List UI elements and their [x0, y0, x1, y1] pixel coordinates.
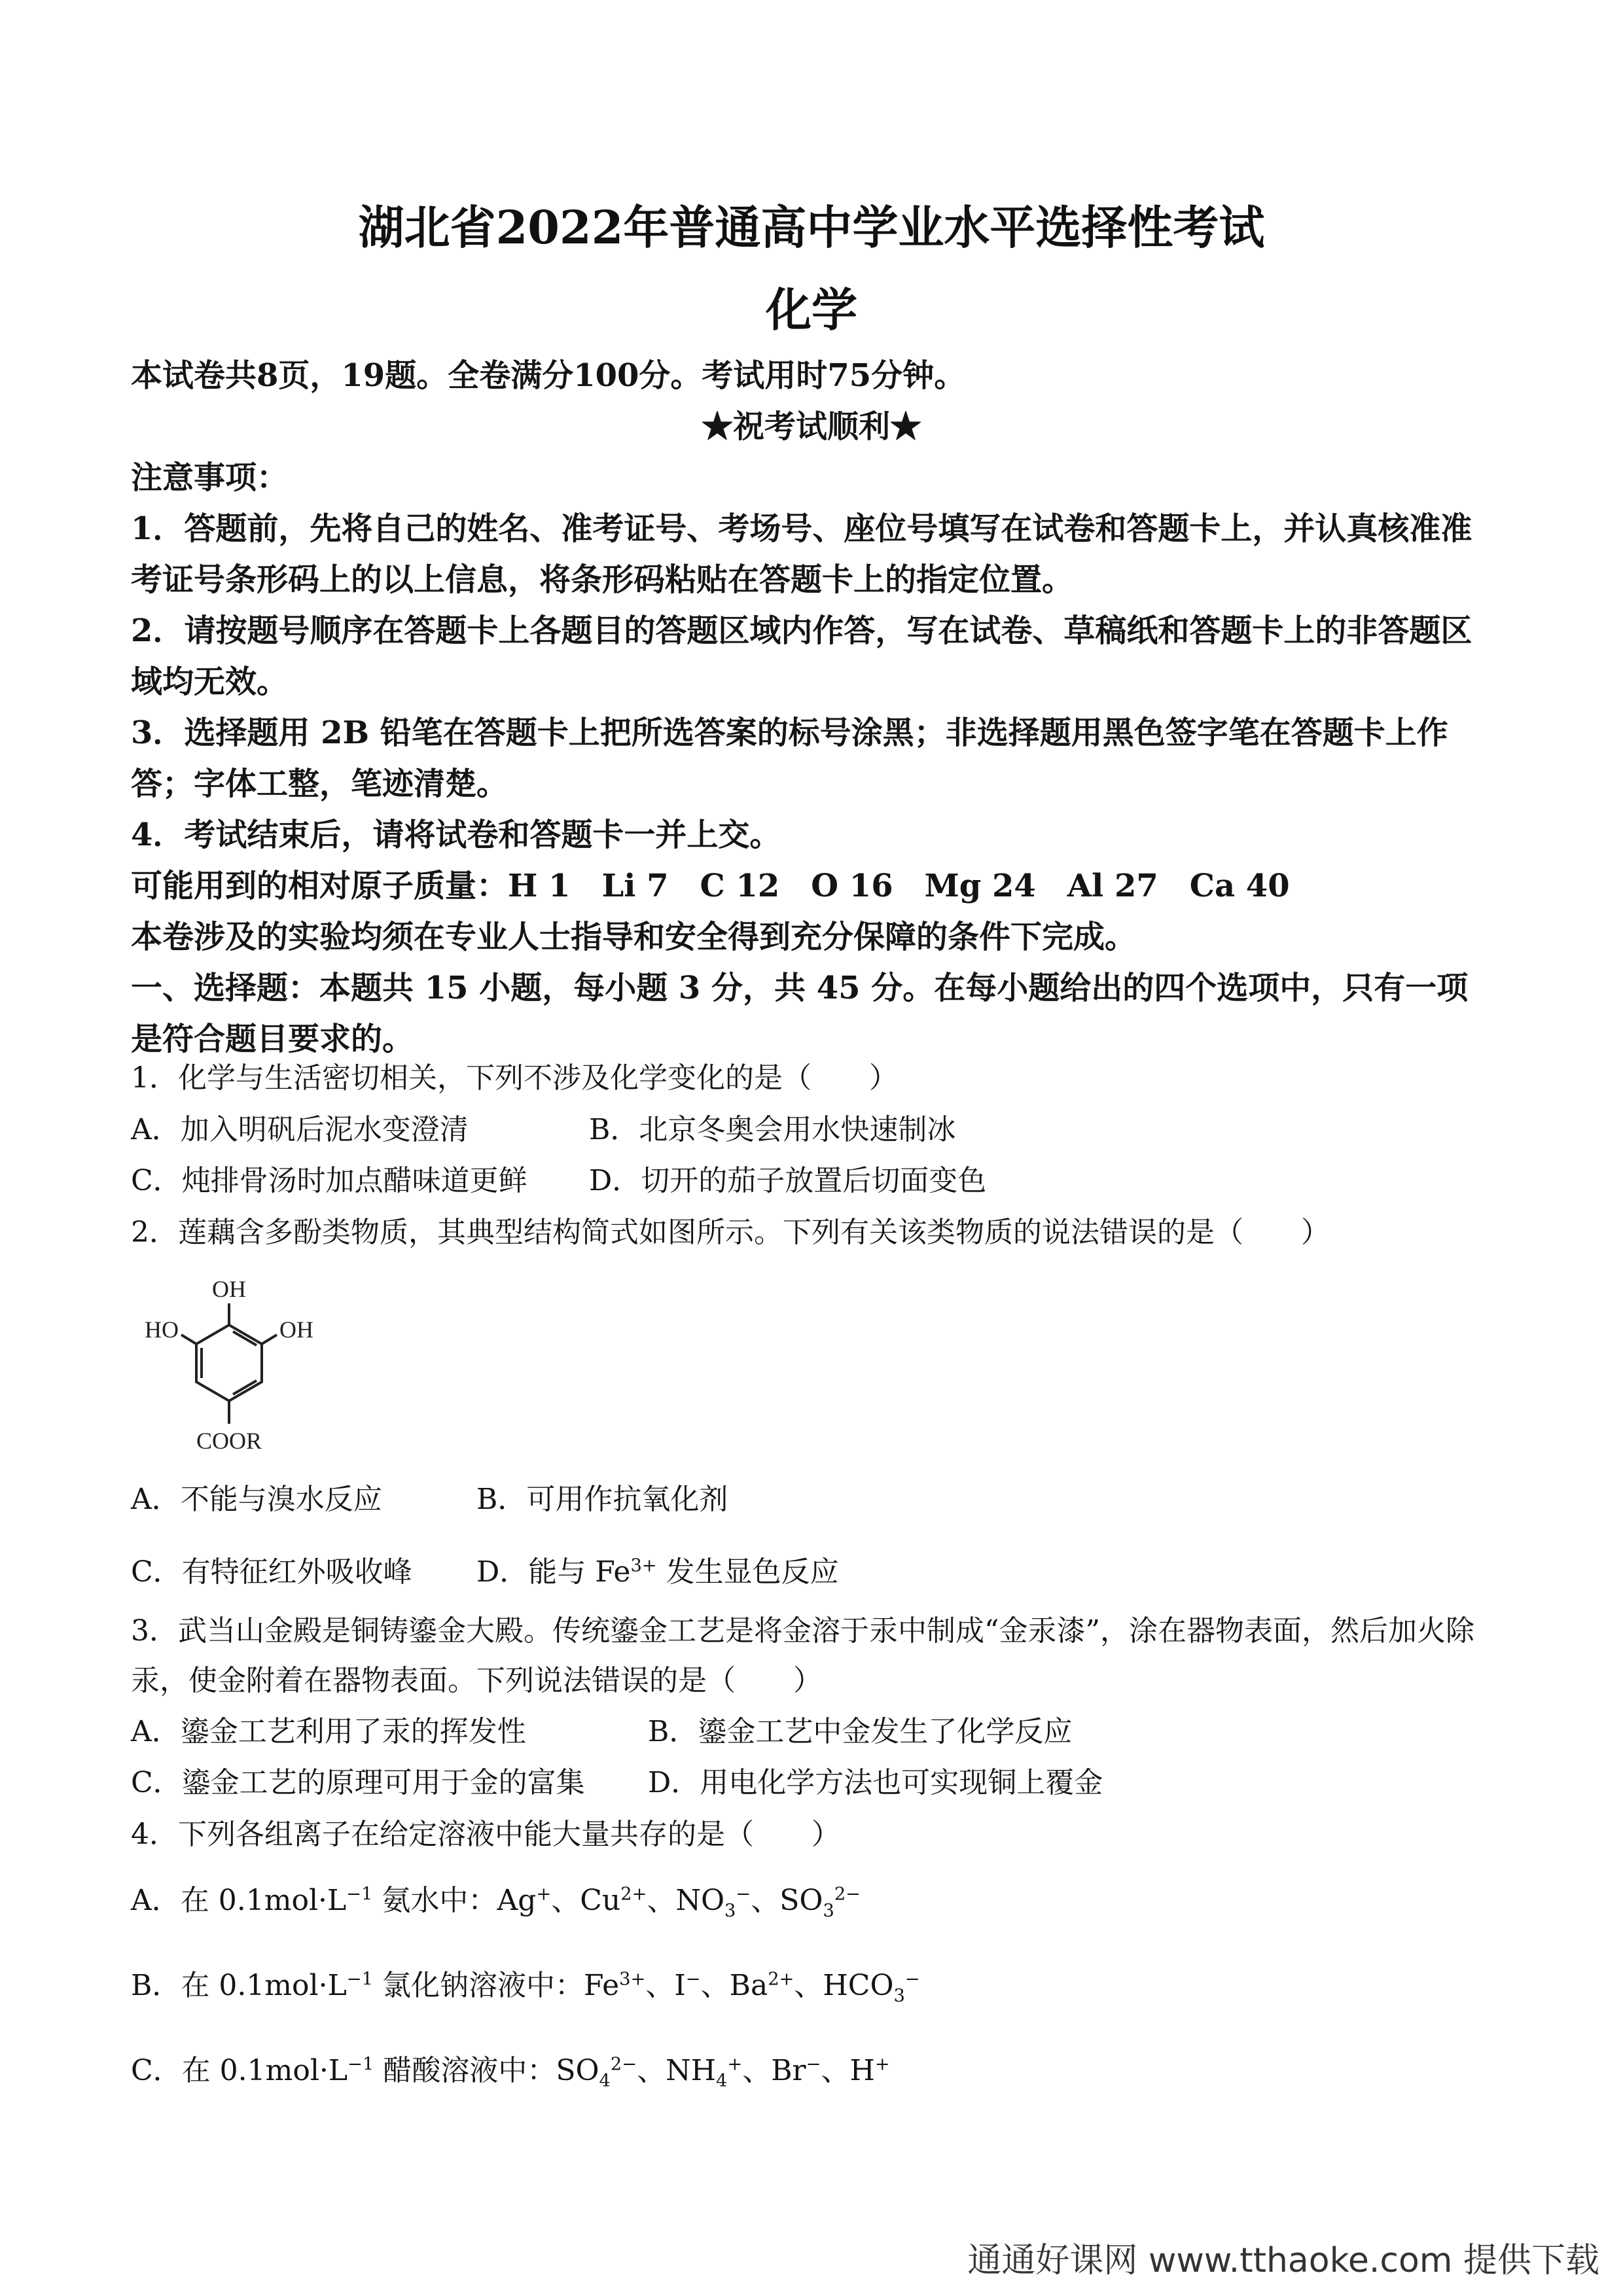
ion-formula: [584, 1969, 645, 2002]
ion-base: Ba: [729, 1969, 768, 2002]
ion-formula: [580, 1884, 647, 1917]
ion-formula: [497, 1884, 551, 1917]
ion-separator: 、: [700, 1969, 730, 2002]
ion-charge: +: [727, 2054, 743, 2075]
notes-heading: 注意事项：: [131, 459, 289, 496]
q4-c-solvent: 醋酸溶液中：: [374, 2054, 556, 2087]
q4-c-ions: [556, 2054, 890, 2091]
ion-formula: [666, 2054, 743, 2091]
q2-option-d-charge: 3+: [630, 1555, 657, 1576]
ion-separator: 、: [742, 2054, 772, 2087]
q4-b-pre: B．在 0.1mol·L: [131, 1969, 347, 2002]
label-top-oh: OH: [212, 1276, 246, 1302]
ion-charge: 2−: [834, 1884, 861, 1905]
ion-base: Ag: [497, 1884, 537, 1917]
q4-b-exp: −1: [346, 1969, 373, 1990]
ion-subscript: 3: [724, 1900, 736, 1921]
note-item-3: 3．选择题用 2B 铅笔在答题卡上把所选答案的标号涂黑；非选择题用黑色签字笔在答题卡上作答；字体工整，笔迹清楚。: [131, 715, 1448, 802]
ion-charge: 2−: [610, 2054, 637, 2075]
q2-option-d: [476, 1548, 839, 1590]
q4-stem: 4．下列各组离子在给定溶液中能大量共存的是（ ）: [131, 1818, 840, 1851]
q3-option-b: B．鎏金工艺中金发生了化学反应: [648, 1715, 1073, 1748]
ion-separator: 、: [751, 1884, 780, 1917]
ion-formula: [849, 2054, 889, 2087]
ion-separator: 、: [647, 1884, 676, 1917]
ion-separator: 、: [645, 1969, 675, 2002]
ion-charge: 2+: [620, 1884, 647, 1905]
q2-option-b: B．可用作抗氧化剂: [476, 1483, 728, 1516]
ion-formula: [675, 1884, 751, 1921]
ion-charge: −: [685, 1969, 701, 1990]
q2-option-c: C．有特征红外吸收峰: [131, 1555, 412, 1589]
label-left-ho: HO: [145, 1316, 179, 1343]
q3-option-a: A．鎏金工艺利用了汞的挥发性: [131, 1715, 526, 1748]
q3-option-d: D．用电化学方法也可实现铜上覆金: [648, 1766, 1103, 1799]
ion-base: SO: [779, 1884, 823, 1917]
q3-stem: 3．武当山金殿是铜铸鎏金大殿。传统鎏金工艺是将金溶于汞中制成“金汞漆”，涂在器物表面，然后加火除汞，使金附着在器物表面。下列说法错误的是（ ）: [131, 1614, 1474, 1697]
q4-c-exp: −1: [348, 2054, 374, 2075]
ion-base: SO: [556, 2054, 599, 2087]
q4-a-pre: A．在 0.1mol·L: [131, 1884, 347, 1917]
q4-option-b: [131, 1962, 920, 2004]
ion-separator: 、: [551, 1884, 580, 1917]
q4-c-pre: C．在 0.1mol·L: [131, 2054, 348, 2087]
safety-note: 本卷涉及的实验均须在专业人士指导和安全得到充分保障的条件下完成。: [131, 919, 1137, 955]
exam-info-line: 本试卷共8页，19题。全卷满分100分。考试用时75分钟。: [131, 357, 966, 394]
q2-option-d-post: 发生显色反应: [656, 1555, 839, 1589]
note-item-2: 2．请按题号顺序在答题卡上各题目的答题区域内作答，写在试卷、草稿纸和答题卡上的非答题区域均无效。: [131, 612, 1472, 700]
ion-charge: −: [806, 2054, 821, 2075]
q1-option-d: D．切开的茄子放置后切面变色: [589, 1164, 987, 1197]
note-item-1: 1．答题前，先将自己的姓名、准考证号、考场号、座位号填写在试卷和答题卡上，并认真核准准考证号条形码上的以上信息，将条形码粘贴在答题卡上的指定位置。: [131, 510, 1472, 598]
ion-formula: [730, 1969, 794, 2002]
q2-stem: 2．莲藕含多酚类物质，其典型结构简式如图所示。下列有关该类物质的说法错误的是（ ）: [131, 1216, 1330, 1249]
ion-formula: [823, 1969, 920, 2006]
atomic-masses: 可能用到的相对原子质量：H 1 Li 7 C 12 O 16 Mg 24 Al 27 Ca 40: [131, 868, 1290, 904]
section-heading: 一、选择题：本题共 15 小题，每小题 3 分，共 45 分。在每小题给出的四个选项中，只有一项是符合题目要求的。: [131, 970, 1469, 1057]
q4-a-exp: −1: [346, 1884, 373, 1905]
polyphenol-structure: [134, 1269, 324, 1459]
q1-option-b: B．北京冬奥会用水快速制冰: [589, 1113, 956, 1146]
q2-option-d-pre: D．能与 Fe: [476, 1555, 631, 1589]
q1-option-a: A．加入明矾后泥水变澄清: [131, 1113, 469, 1146]
subject-title: 化学: [766, 283, 857, 337]
ion-charge: +: [536, 1884, 552, 1905]
bond-right: [262, 1335, 277, 1344]
ion-charge: +: [874, 2054, 890, 2075]
ion-separator: 、: [821, 2054, 850, 2087]
structure-svg: [134, 1269, 324, 1459]
exam-title: 湖北省2022年普通高中学业水平选择性考试: [358, 200, 1265, 255]
ion-formula: [771, 2054, 821, 2087]
benzene-ring: [196, 1325, 262, 1401]
q1-stem: 1．化学与生活密切相关，下列不涉及化学变化的是（ ）: [131, 1061, 898, 1095]
q1-option-c: C．炖排骨汤时加点醋味道更鲜: [131, 1164, 527, 1197]
ion-base: HCO: [823, 1969, 894, 2002]
q4-a-ions: [497, 1884, 861, 1921]
ion-base: Fe: [584, 1969, 620, 2002]
ion-subscript: 4: [715, 2070, 728, 2091]
ion-charge: 3+: [619, 1969, 646, 1990]
ion-charge: 2+: [768, 1969, 794, 1990]
ion-charge: −: [904, 1969, 920, 1990]
q4-a-solvent: 氨水中：: [372, 1884, 497, 1917]
bond-left: [181, 1335, 196, 1344]
ion-base: NO: [675, 1884, 725, 1917]
exam-info: [131, 350, 1492, 1065]
ion-subscript: 3: [823, 1900, 834, 1921]
label-bottom-coor: COOR: [196, 1428, 262, 1454]
ion-formula: [674, 1969, 700, 2002]
ion-base: Br: [771, 2054, 806, 2087]
ion-base: Cu: [580, 1884, 621, 1917]
ion-base: H: [849, 2054, 875, 2087]
ion-subscript: 4: [599, 2070, 611, 2091]
ion-formula: [779, 1884, 861, 1921]
ion-separator: 、: [794, 1969, 823, 2002]
footer-watermark: 通通好课网 www.tthaoke.com 提供下载: [967, 2241, 1599, 2280]
ion-subscript: 3: [893, 1985, 905, 2006]
q4-option-a: [131, 1877, 861, 1921]
ion-formula: [556, 2054, 637, 2091]
q4-b-solvent: 氯化钠溶液中：: [373, 1969, 584, 2002]
q4-b-ions: [584, 1969, 920, 2006]
q3-option-c: C．鎏金工艺的原理可用于金的富集: [131, 1766, 585, 1799]
note-item-4: 4．考试结束后，请将试卷和答题卡一并上交。: [131, 817, 781, 853]
q2-option-a: A．不能与溴水反应: [131, 1483, 382, 1516]
ion-separator: 、: [637, 2054, 666, 2087]
label-right-oh: OH: [279, 1316, 313, 1343]
ion-charge: −: [736, 1884, 751, 1905]
blessing-line: ★祝考试顺利★: [701, 408, 921, 445]
ion-base: I: [674, 1969, 686, 2002]
q4-option-c: [131, 2047, 890, 2089]
ion-base: NH: [666, 2054, 716, 2087]
